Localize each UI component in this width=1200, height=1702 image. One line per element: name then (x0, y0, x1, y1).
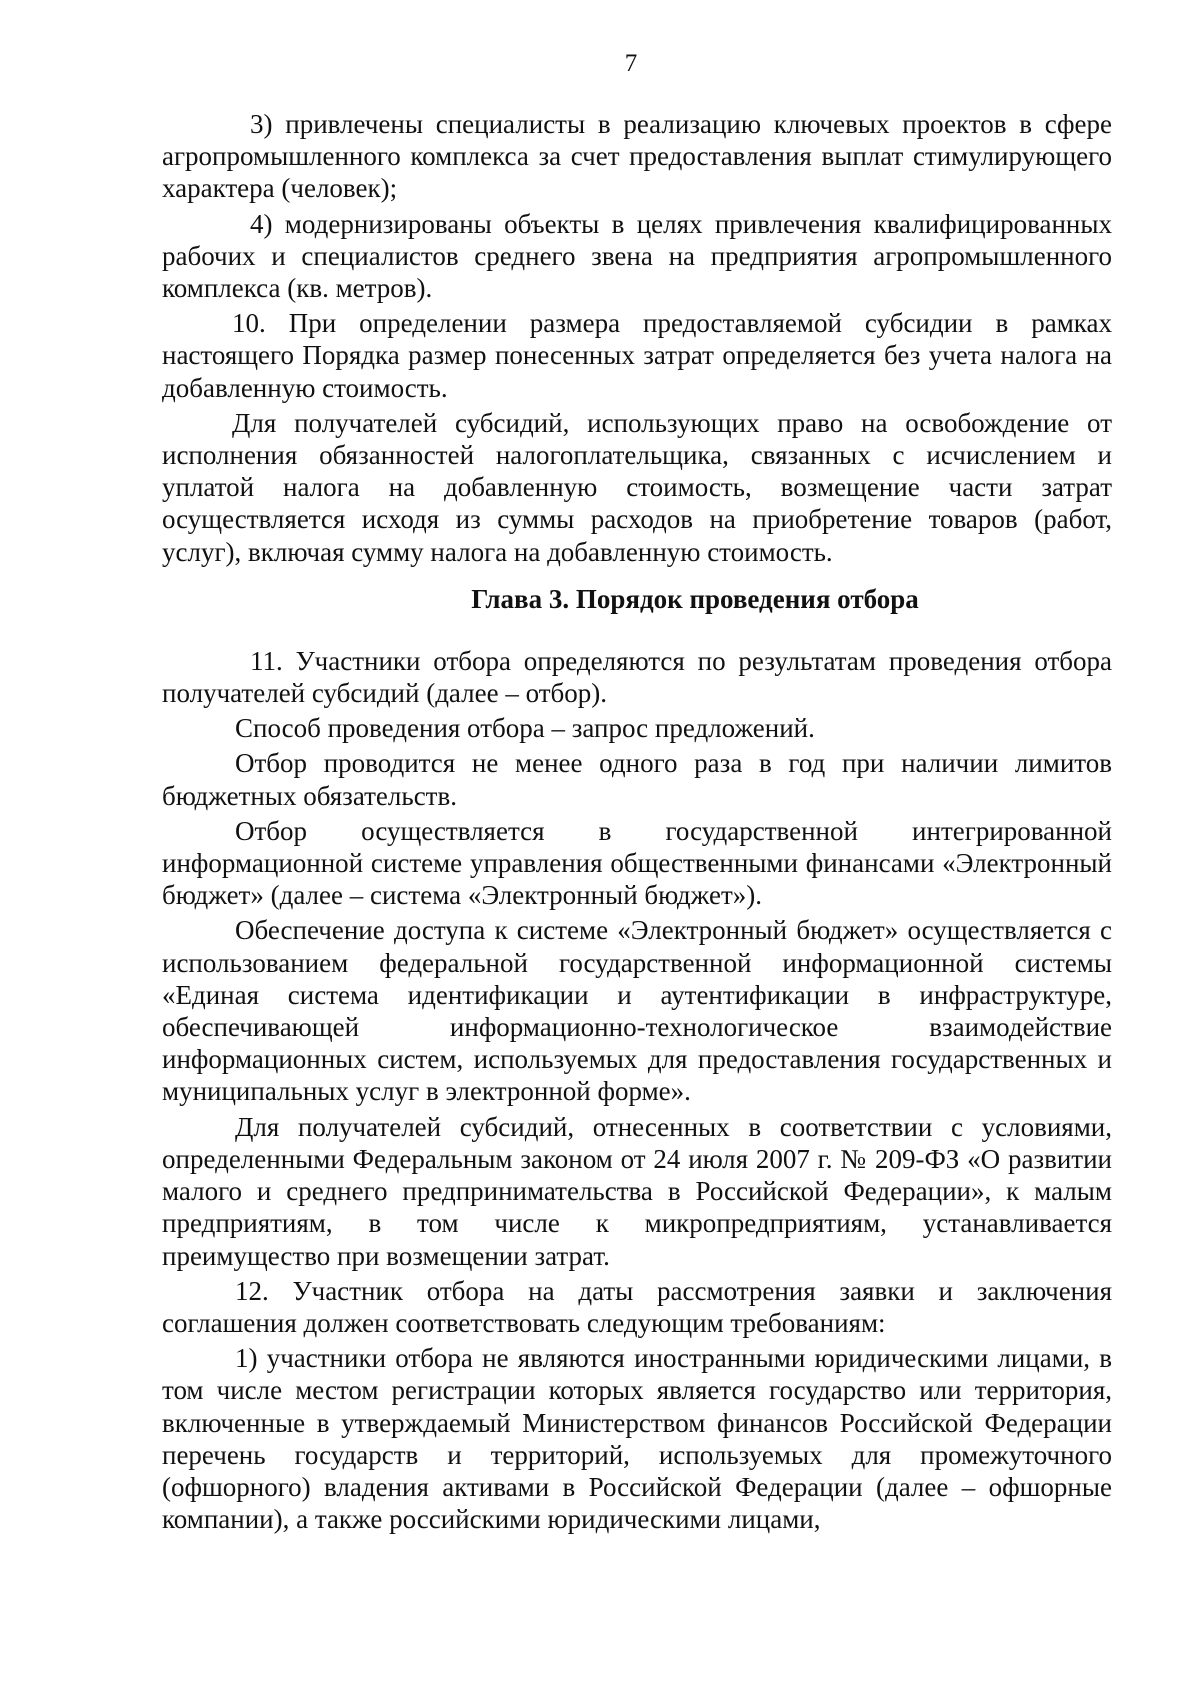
paragraph-clause-10: 10. При определении размера предоставляемой субсидии в рамках настоящего Порядка размер понесенных затрат определяется без учета налога на добавленную стоимость. (162, 308, 1112, 403)
paragraph-system-access: Обеспечение доступа к системе «Электронный бюджет» осуществляется с использованием федеральной государственной информационной системы «Единая система идентификации и аутентификации в инфраструктуре, обеспечивающей информационно-технологическое взаимодействие информационных систем, используемых для предоставления государственных и муниципальных услуг в электронной форме». (162, 915, 1112, 1107)
paragraph-selection-frequency: Отбор проводится не менее одного раза в год при наличии лимитов бюджетных обязательств. (162, 748, 1112, 811)
paragraph-electronic-budget: Отбор осуществляется в государственной интегрированной информационной системе управления общественными финансами «Электронный бюджет» (далее – система «Электронный бюджет»). (162, 815, 1112, 911)
chapter-heading: Глава 3. Порядок проведения отбора (471, 583, 919, 614)
page-number: 7 (624, 50, 638, 77)
paragraph-item-4: 4) модернизированы объекты в целях привлечения квалифицированных рабочих и специалистов среднего звена на предприятия агропромышленного комплекса (кв. метров). (162, 208, 1112, 304)
paragraph-requirement-1: 1) участники отбора не являются иностранными юридическими лицами, в том числе местом регистрации которых является государство или территория, включенные в утверждаемый Министерством финансов Российской Федерации перечень государств и территорий, используемых для промежуточного (офшорного) владения активами в Российской Федерации (далее – офшорные компании), а также российскими юридическими лицами, (162, 1343, 1112, 1535)
paragraph-clause-12: 12. Участник отбора на даты рассмотрения заявки и заключения соглашения должен соответствовать следующим требованиям: (162, 1275, 1112, 1338)
document-body (162, 108, 1112, 1538)
paragraph-vat-exemption: Для получателей субсидий, использующих право на освобождение от исполнения обязанностей налогоплательщика, связанных с исчислением и уплатой налога на добавленную стоимость, возмещение части затрат осуществляется исходя из суммы расходов на приобретение товаров (работ, услуг), включая сумму налога на добавленную стоимость. (162, 407, 1112, 567)
paragraph-clause-11: 11. Участники отбора определяются по результатам проведения отбора получателей субсидий (далее – отбор). (162, 645, 1112, 709)
paragraph-small-business-preference: Для получателей субсидий, отнесенных в соответствии с условиями, определенными Федеральным законом от 24 июля 2007 г. № 209-ФЗ «О развитии малого и среднего предпринимательства в Российской Федерации», к малым предприятиям, в том числе к микропредприятиям, устанавливается преимущество при возмещении затрат. (162, 1111, 1112, 1271)
paragraph-item-3: 3) привлечены специалисты в реализацию ключевых проектов в сфере агропромышленного комплекса за счет предоставления выплат стимулирующего характера (человек); (162, 109, 1112, 204)
paragraph-selection-method: Способ проведения отбора – запрос предложений. (235, 713, 815, 744)
